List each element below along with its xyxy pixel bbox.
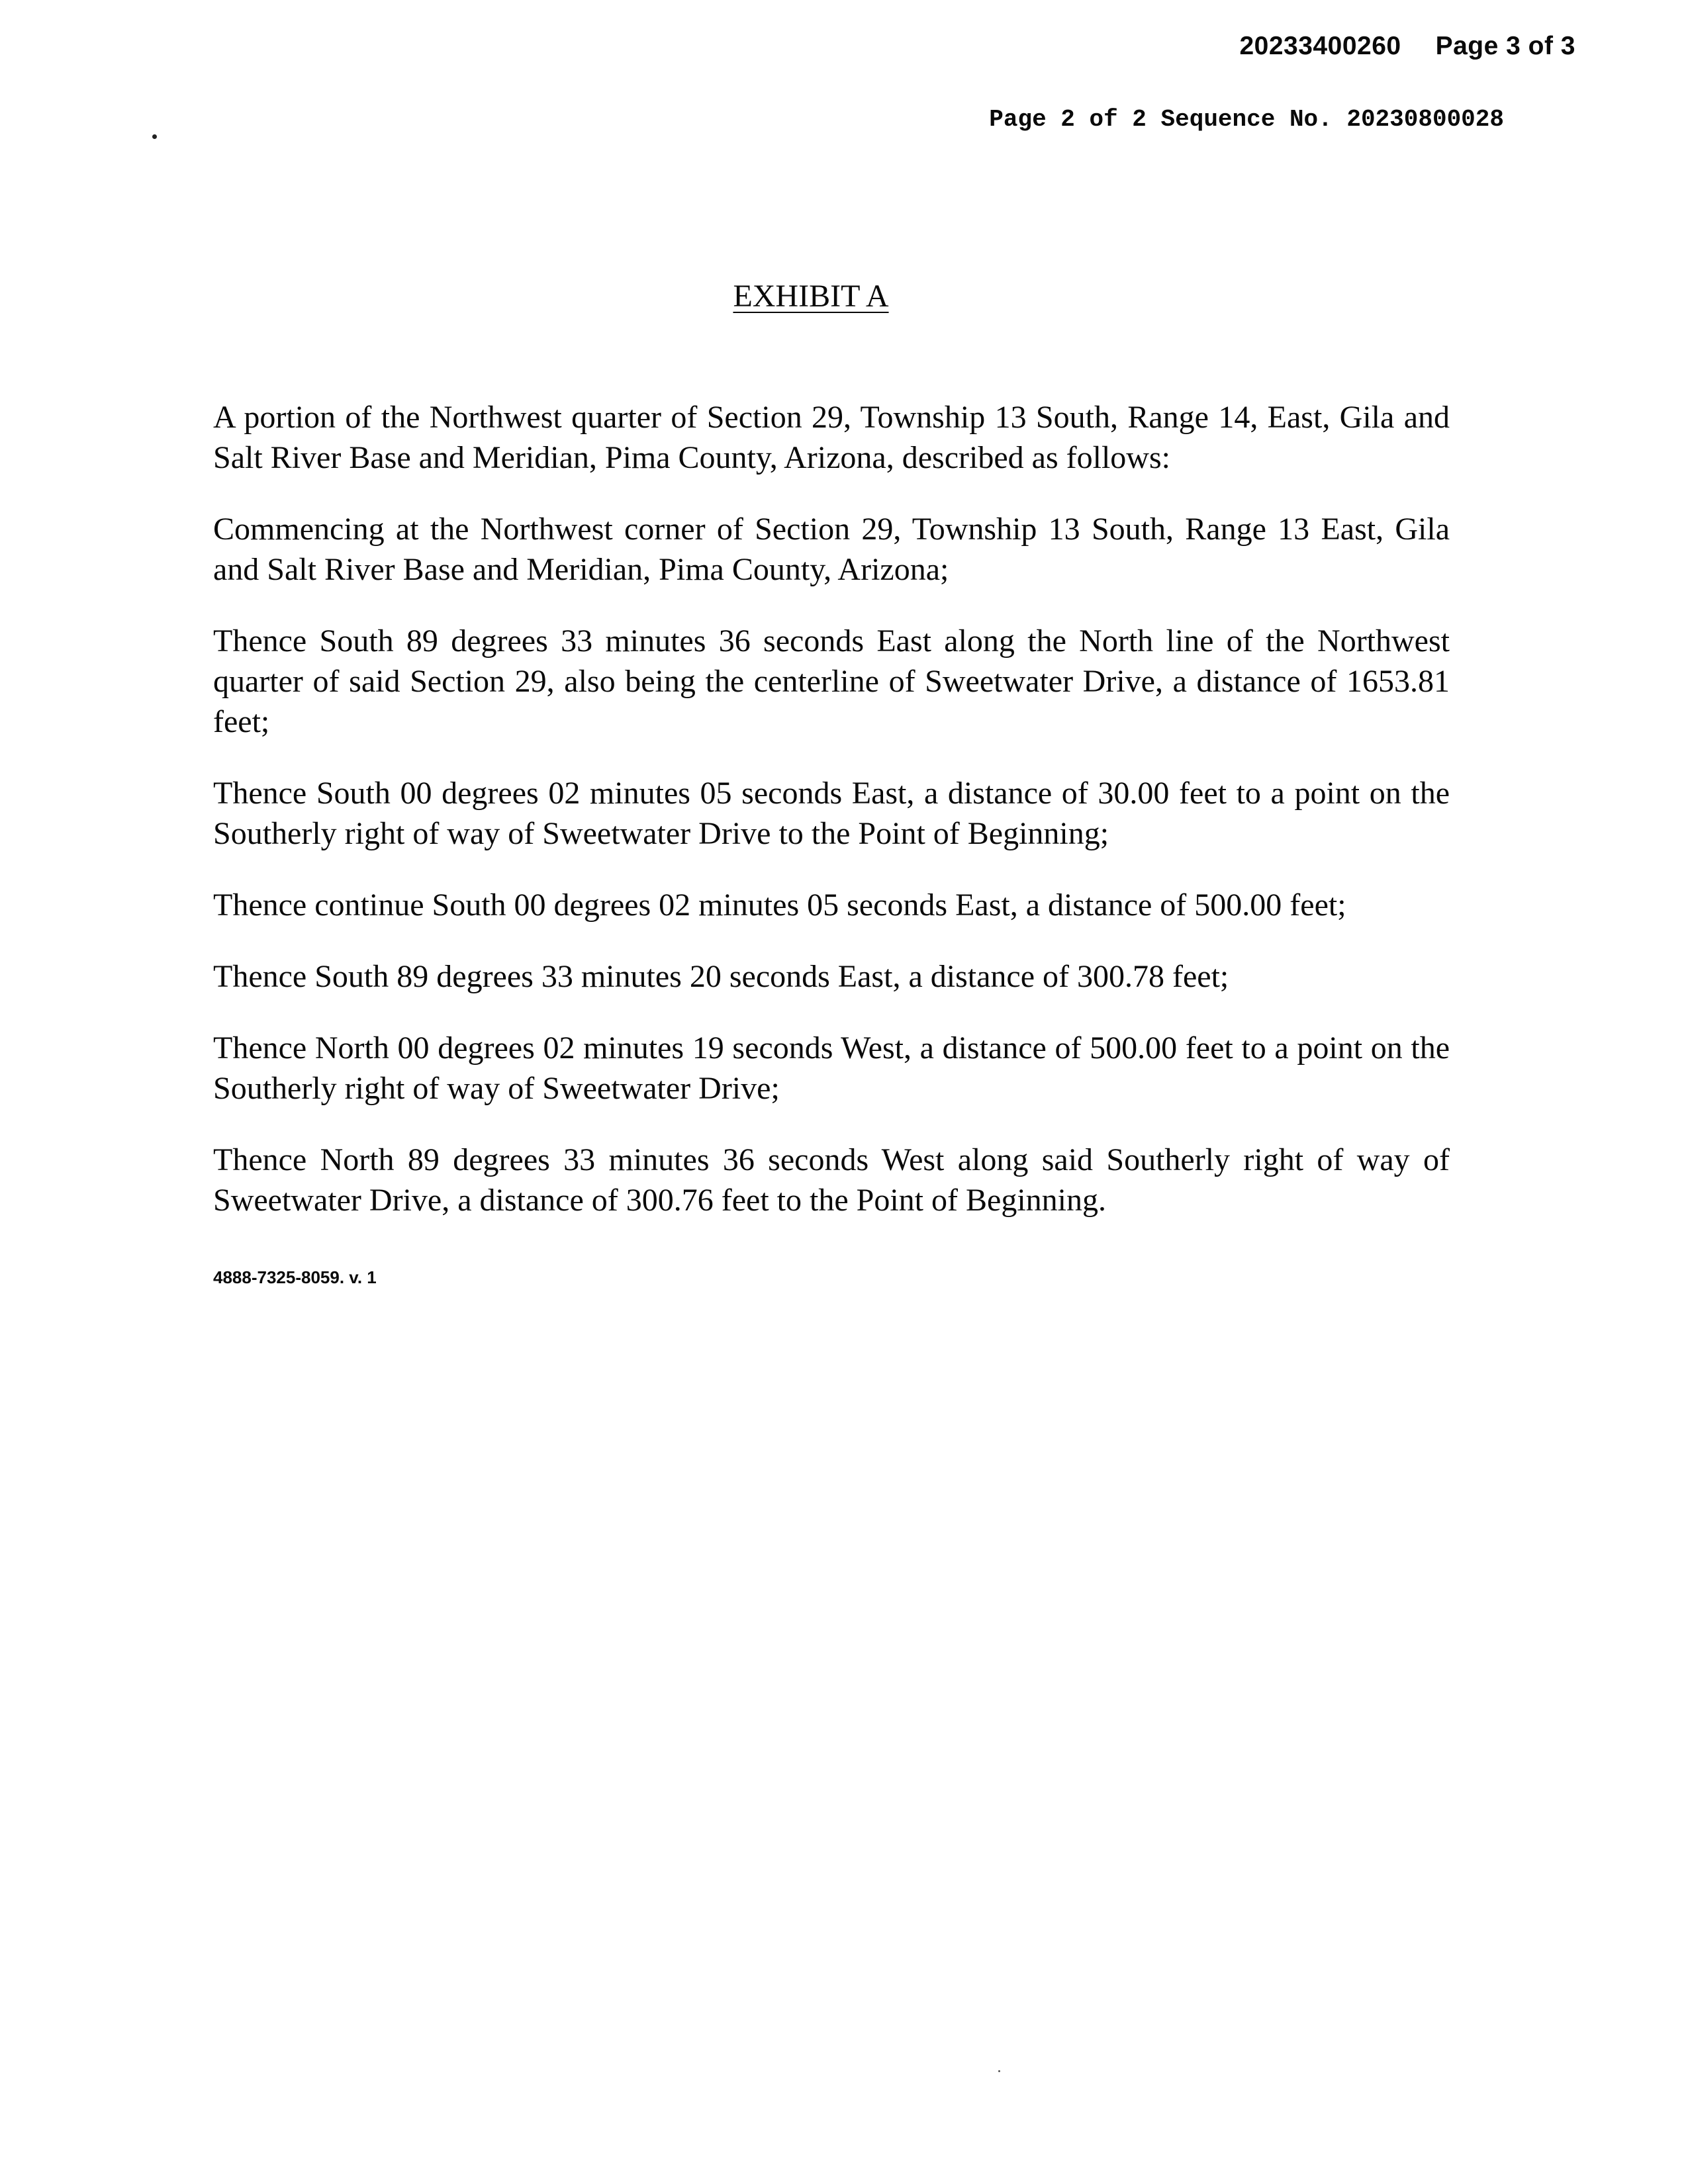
scan-speck — [152, 134, 157, 139]
paragraph: Thence South 89 degrees 33 minutes 20 seconds East, a distance of 300.78 feet; — [213, 959, 1229, 994]
paragraph: Thence continue South 00 degrees 02 minutes 05 seconds East, a distance of 500.00 feet; — [213, 887, 1346, 923]
document-id: 4888-7325-8059. v. 1 — [213, 1267, 377, 1287]
recording-header — [1239, 32, 1575, 61]
sequence-line: Page 2 of 2 Sequence No. 20230800028 — [989, 106, 1504, 133]
paragraph: Thence South 89 degrees 33 minutes 36 seconds East along the North line of the Northwest quarter of said Section 29, also being the centerline of Sweetwater Drive, a distance of 1653.81 feet; — [213, 623, 1450, 739]
paragraph: Thence North 00 degrees 02 minutes 19 seconds West, a distance of 500.00 feet to a point on the Southerly right of way of Sweetwater Drive; — [213, 1030, 1450, 1106]
paragraph: Thence South 00 degrees 02 minutes 05 seconds East, a distance of 30.00 feet to a point on the Southerly right of way of Sweetwater Drive to the Point of Beginning; — [213, 776, 1450, 851]
paragraph: A portion of the Northwest quarter of Section 29, Township 13 South, Range 14, East, Gila and Salt River Base and Meridian, Pima County, Arizona, described as follows: — [213, 400, 1450, 475]
legal-description — [213, 397, 1450, 1251]
page-label: Page 3 of 3 — [1435, 32, 1575, 60]
page-title — [0, 278, 1688, 314]
paragraph: Thence North 89 degrees 33 minutes 36 seconds West along said Southerly right of way of Sweetwater Drive, a distance of 300.76 feet to the Point of Beginning. — [213, 1142, 1450, 1218]
recording-number: 20233400260 — [1239, 32, 1401, 60]
exhibit-title: EXHIBIT A — [733, 279, 889, 314]
paragraph: Commencing at the Northwest corner of Section 29, Township 13 South, Range 13 East, Gila and Salt River Base and Meridian, Pima County, Arizona; — [213, 512, 1450, 587]
scan-speck — [998, 2070, 1000, 2072]
